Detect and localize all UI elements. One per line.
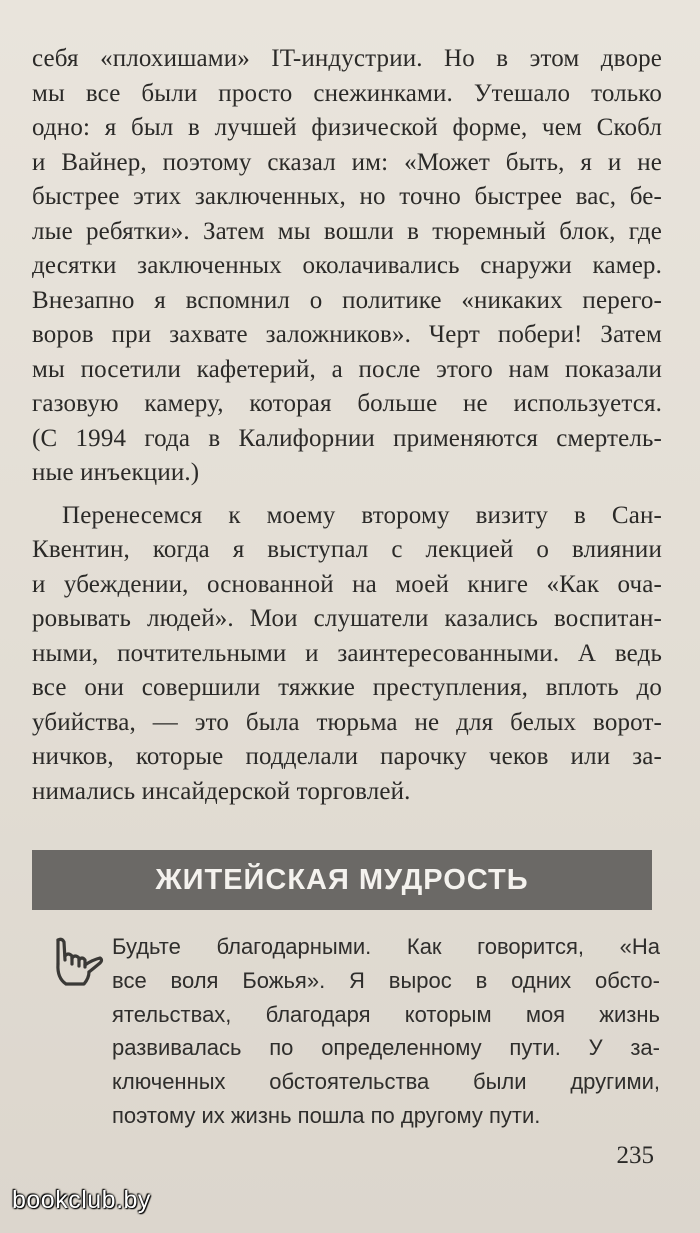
text-line: ные инъекции.): [32, 459, 200, 486]
page-number: 235: [616, 1142, 654, 1169]
text-line: ровывать людей». Мои слушатели казались воспитан-: [32, 605, 662, 632]
shaka-hand-icon: [48, 934, 104, 990]
text-line: Перенесемся к моему второму визиту в Сан-: [62, 501, 662, 529]
text-line: десятки заключенных околачивались снаружи камер.: [32, 252, 662, 279]
wisdom-line: поэтому их жизнь пошла по другому пути.: [112, 1102, 541, 1128]
text-line: ными, почтительными и заинтересованными. А ведь: [32, 639, 662, 667]
text-line: быстрее этих заключенных, но точно быстрее вас, бе-: [32, 183, 662, 210]
text-line: Квентин, когда я выступал с лекцией о влиянии: [32, 536, 662, 563]
paragraph-gap: [32, 491, 662, 499]
main-text: [32, 42, 662, 809]
text-line: Внезапно я вспомнил о политике «никаких перего-: [32, 286, 662, 314]
text-line: мы посетили кафетерий, а после этого нам показали: [32, 355, 662, 383]
text-line: одно: я был в лучшей физической форме, чем Скобл: [32, 114, 662, 141]
text-line: все они совершили тяжкие преступления, вплоть до: [32, 674, 662, 701]
text-line: и Вайнер, поэтому сказал им: «Может быть, я и не: [32, 148, 662, 176]
text-line: ничков, которые подделали парочку чеков или за-: [32, 743, 662, 770]
text-line: воров при захвате заложников». Черт побери! Затем: [32, 321, 662, 348]
text-line: лые ребятки». Затем мы вошли в тюремный блок, где: [32, 217, 662, 245]
wisdom-line: ятельствах, благодаря которым моя жизнь: [112, 1001, 660, 1027]
text-line: убийства, — это была тюрьма не для белых ворот-: [32, 708, 662, 736]
text-line: нимались инсайдерской торговлей.: [32, 777, 411, 805]
text-line: и убеждении, основанной на моей книге «Как оча-: [32, 570, 662, 598]
text-line: (С 1994 года в Калифорнии применяются смертель-: [32, 424, 662, 452]
paragraph-2: [32, 499, 662, 810]
watermark: bookclub.by: [12, 1186, 151, 1214]
wisdom-line: Будьте благодарными. Как говорится, «На: [112, 934, 660, 959]
text-line: газовую камеру, которая больше не используется.: [32, 390, 662, 417]
paragraph-1: [32, 42, 662, 491]
section-title: ЖИТЕЙСКАЯ МУДРОСТЬ: [155, 863, 529, 896]
section-header: [32, 850, 652, 910]
wisdom-line: все воля Божья». Я вырос в одних обсто-: [112, 967, 660, 993]
wisdom-line: развивалась по определенному пути. У за-: [112, 1035, 660, 1061]
wisdom-text: [112, 930, 660, 1133]
text-line: себя «плохишами» IT-индустрии. Но в этом дворе: [32, 45, 662, 72]
text-line: мы все были просто снежинками. Утешало только: [32, 79, 662, 107]
wisdom-line: ключенных обстоятельства были другими,: [112, 1069, 660, 1095]
